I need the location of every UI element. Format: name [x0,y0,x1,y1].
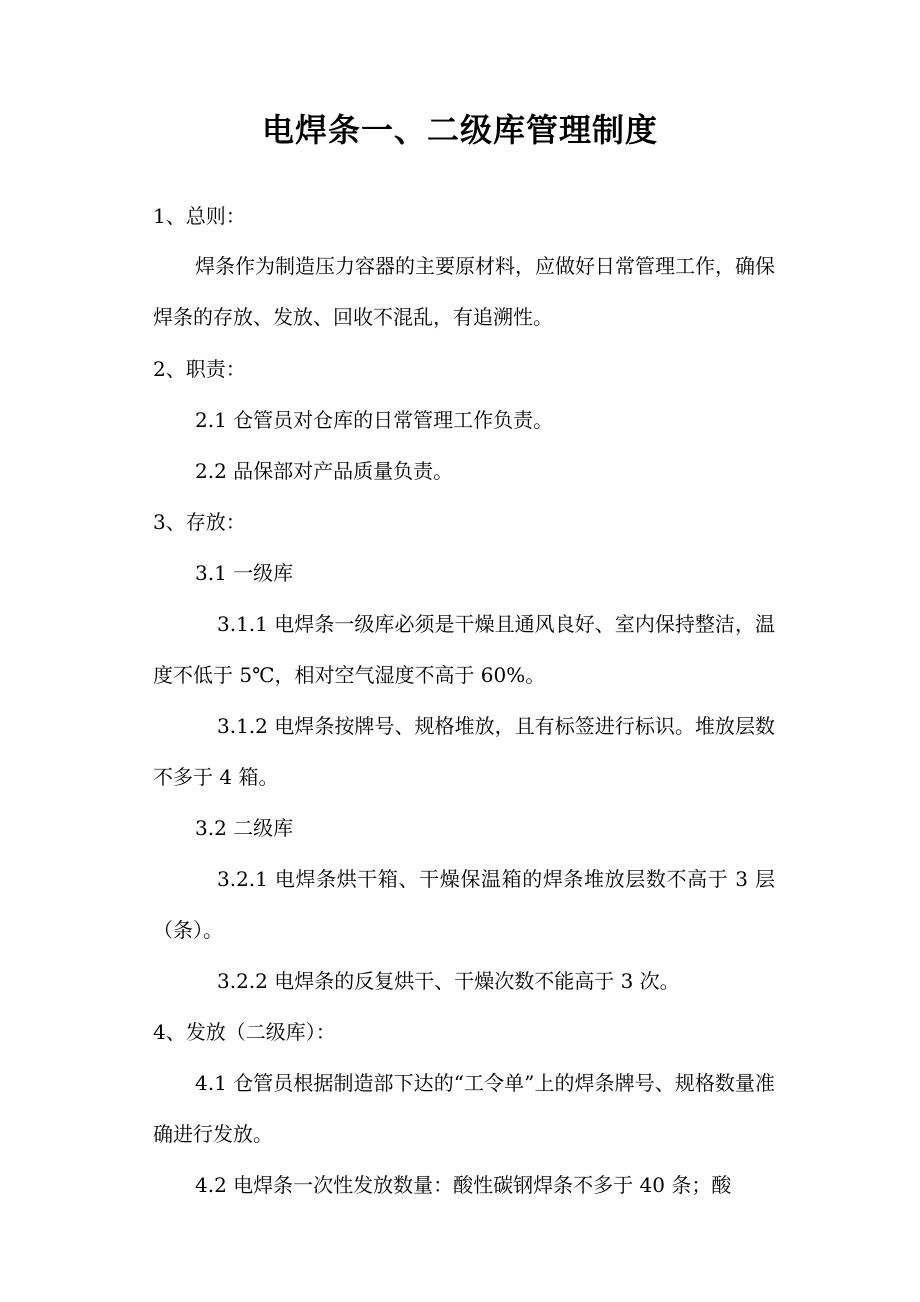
storage-item-3-2-1: 3.2.1 电焊条烘干箱、干燥保温箱的焊条堆放层数不高于 3 层（条）。 [153,867,775,942]
section-heading-issuance: 4、发放（二级库）： [153,1020,336,1044]
storage-item-3-1-1: 3.1.1 电焊条一级库必须是干燥且通风良好、室内保持整洁，温度不低于 5℃，相对空气湿度不高于 60%。 [153,612,775,687]
storage-item-3-2-2: 3.2.2 电焊条的反复烘干、干燥次数不能高于 3 次。 [217,969,680,993]
issuance-item-4-2: 4.2 电焊条一次性发放数量：酸性碳钢焊条不多于 40 条；酸 [195,1173,732,1197]
duty-item-2-1: 2.1 仓管员对仓库的日常管理工作负责。 [195,408,554,432]
storage-subheading-3-1: 3.1 一级库 [195,561,294,585]
section-heading-storage: 3、存放： [153,510,246,534]
document-title: 电焊条一、二级库管理制度 [261,111,658,149]
section-heading-duties: 2、职责： [153,357,246,381]
issuance-item-4-1: 4.1 仓管员根据制造部下达的“工令单”上的焊条牌号、规格数量准确进行发放。 [153,1071,775,1146]
general-paragraph: 焊条作为制造压力容器的主要原材料，应做好日常管理工作，确保焊条的存放、发放、回收不混乱，有追溯性。 [153,254,775,329]
duty-item-2-2: 2.2 品保部对产品质量负责。 [195,459,454,483]
storage-subheading-3-2: 3.2 二级库 [195,816,294,840]
storage-item-3-1-2: 3.1.2 电焊条按牌号、规格堆放，且有标签进行标识。堆放层数不多于 4 箱。 [153,714,775,789]
section-heading-general: 1、总则： [153,204,246,228]
